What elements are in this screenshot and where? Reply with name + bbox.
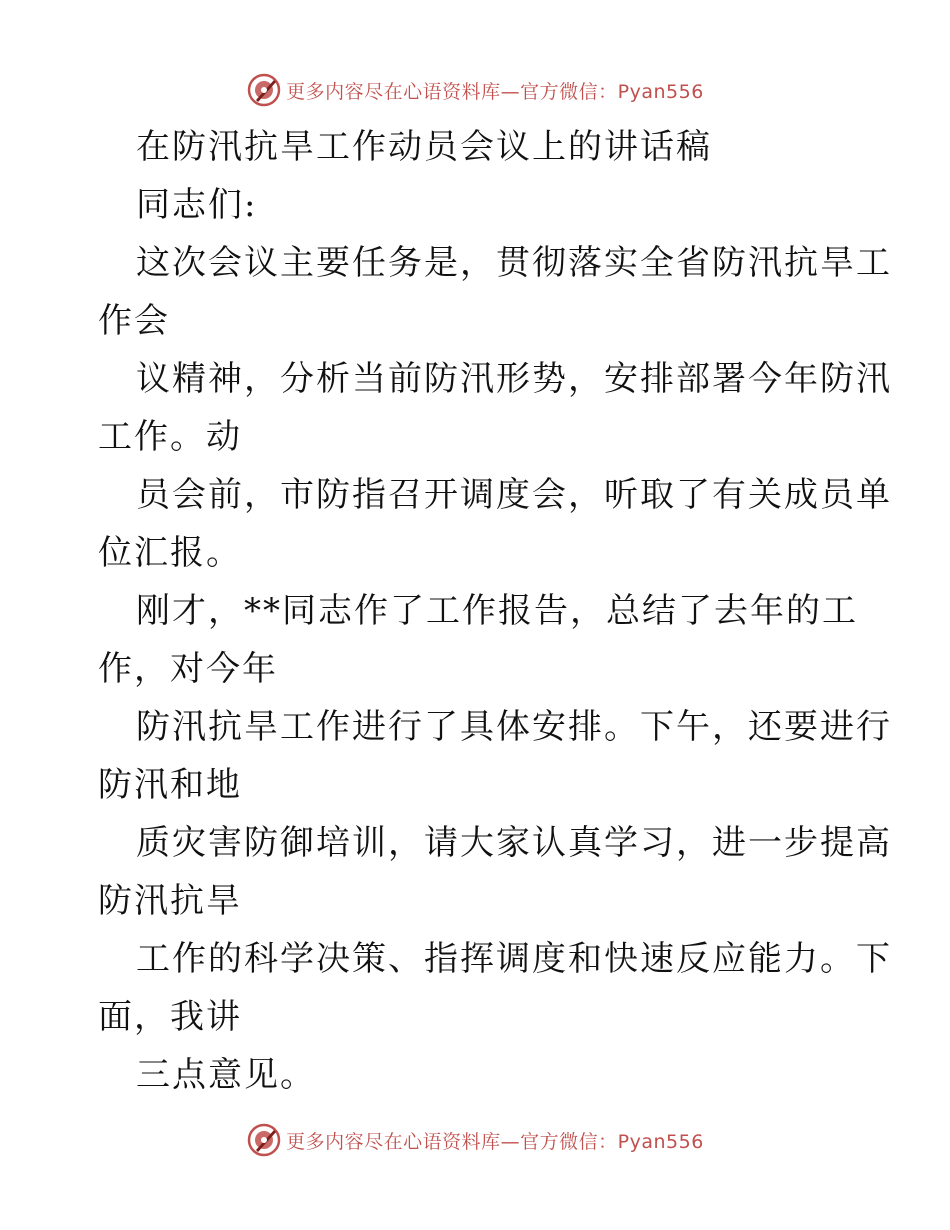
header-banner (0, 68, 950, 112)
paragraph-line: 工作。动 (98, 417, 242, 457)
paragraph-line: 防汛和地 (98, 765, 242, 805)
document-body (98, 118, 892, 1104)
paragraph-line: 议精神，分析当前防汛形势，安排部署今年防汛 (136, 359, 892, 399)
paragraph-line: 这次会议主要任务是，贯彻落实全省防汛抗旱工 (136, 243, 892, 283)
paragraph-line: 员会前，市防指召开调度会，听取了有关成员单 (136, 475, 892, 515)
paragraph-line: 三点意见。 (136, 1055, 316, 1095)
paragraph-line: 工作的科学决策、指挥调度和快速反应能力。下 (136, 939, 892, 979)
header-banner-text: 更多内容尽在心语资料库—官方微信：Pyan556 (286, 80, 704, 103)
paragraph-line: 作会 (98, 301, 170, 341)
paragraph-line: 作，对今年 (98, 649, 278, 689)
paragraph-line: 位汇报。 (98, 533, 242, 573)
paragraph-line: 防汛抗旱工作进行了具体安排。下午，还要进行 (136, 707, 892, 747)
footer-banner (0, 1118, 950, 1162)
paragraph-line: 刚才，**同志作了工作报告，总结了去年的工 (136, 591, 858, 631)
paragraph-line: 防汛抗旱 (98, 881, 242, 921)
footer-banner-text: 更多内容尽在心语资料库—官方微信：Pyan556 (286, 1130, 704, 1153)
quill-seal-icon (246, 1122, 282, 1158)
paragraph-line: 面，我讲 (98, 997, 242, 1037)
greeting: 同志们: (136, 185, 258, 225)
document-title: 在防汛抗旱工作动员会议上的讲话稿 (136, 127, 712, 167)
paragraph-line: 质灾害防御培训，请大家认真学习，进一步提高 (136, 823, 892, 863)
quill-seal-icon (246, 72, 282, 108)
